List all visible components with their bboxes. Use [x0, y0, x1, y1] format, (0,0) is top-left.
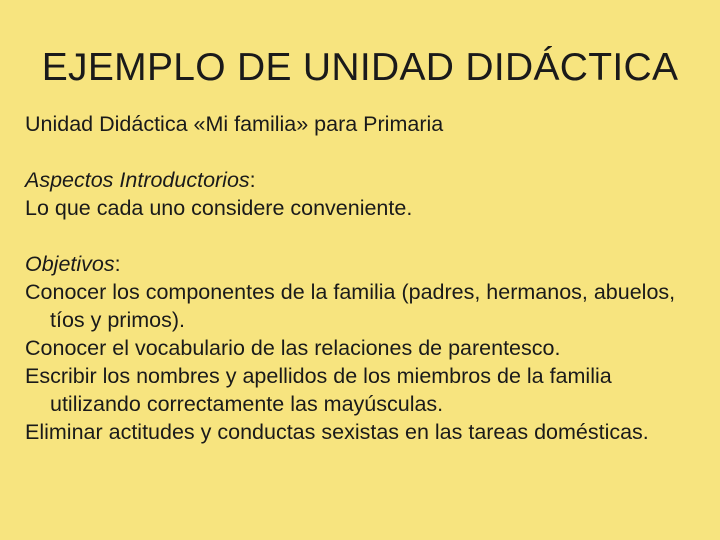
objectives-heading: [25, 250, 705, 278]
objectives-heading-colon: :: [114, 252, 121, 276]
objective-item: Conocer el vocabulario de las relaciones de parentesco.: [25, 336, 561, 360]
introductory-heading-label: Aspectos Introductorios: [25, 168, 250, 192]
introductory-text: Lo que cada uno considere conveniente.: [25, 196, 413, 220]
spacer: [25, 222, 705, 250]
objective-item: Escribir los nombres y apellidos de los miembros de la familia utilizando correctamente las mayúsculas.: [25, 364, 612, 416]
objective-item: Conocer los componentes de la familia (padres, hermanos, abuelos, tíos y primos).: [25, 280, 676, 332]
unit-subtitle: Unidad Didáctica «Mi familia» para Primaria: [25, 112, 444, 136]
introductory-heading: [25, 166, 705, 194]
objective-item: Eliminar actitudes y conductas sexistas en las tareas domésticas.: [25, 420, 649, 444]
objectives-heading-label: Objetivos: [25, 252, 115, 276]
introductory-heading-colon: :: [249, 168, 256, 192]
slide-title: EJEMPLO DE UNIDAD DIDÁCTICA: [41, 46, 679, 89]
spacer: [25, 138, 705, 166]
slide-body: [25, 110, 705, 446]
